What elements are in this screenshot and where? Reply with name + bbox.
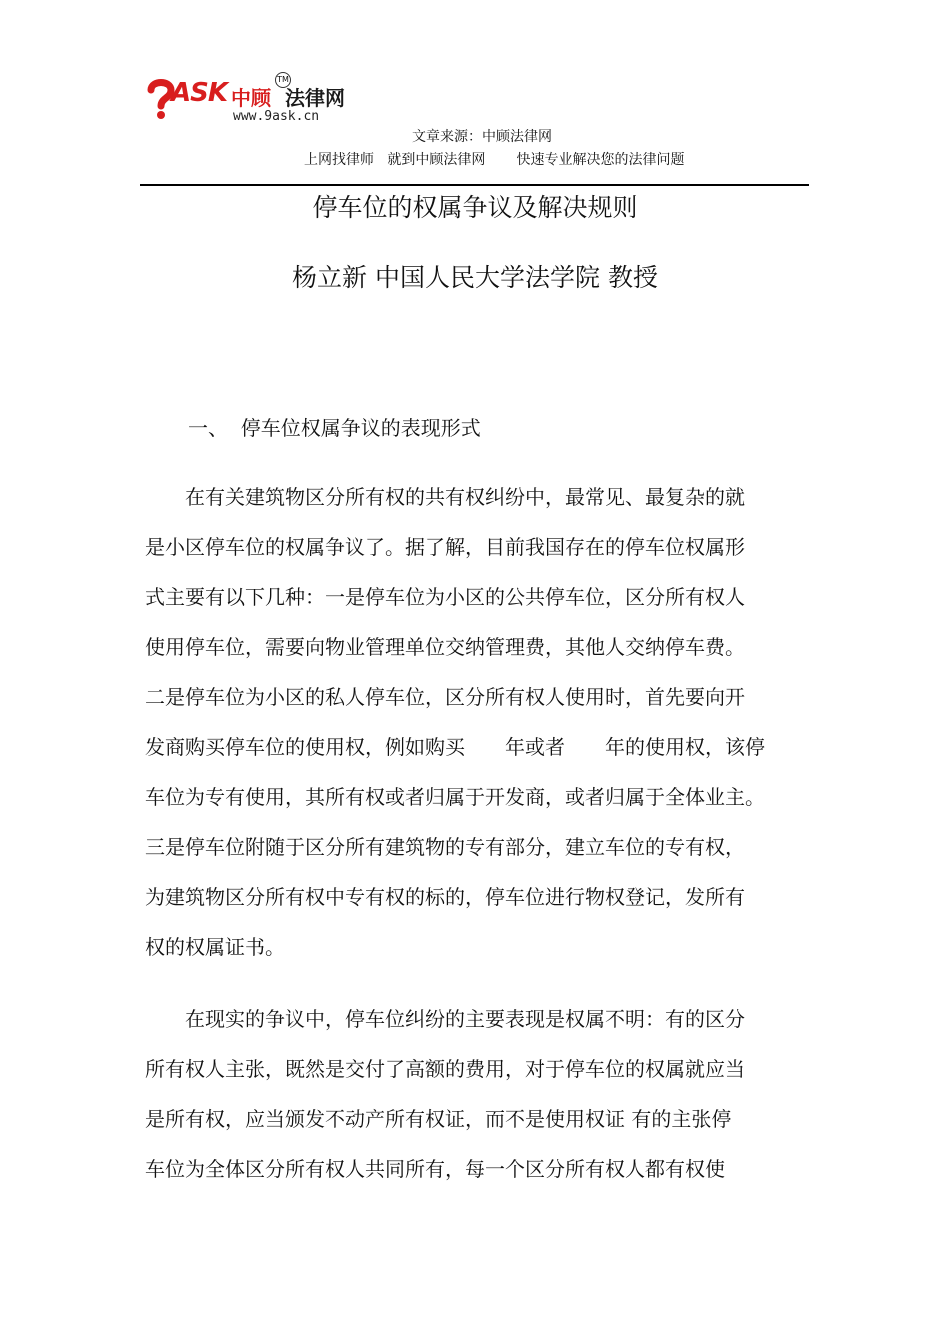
- paragraph-line: 权的权属证书。: [145, 935, 285, 959]
- logo-brand-text: ASK: [171, 78, 227, 108]
- article-source: 文章来源：中顾法律网: [412, 129, 552, 145]
- document-title: 停车位的权属争议及解决规则: [312, 193, 638, 222]
- paragraph-line: 在现实的争议中，停车位纠纷的主要表现是权属不明：有的区分: [145, 1007, 745, 1031]
- paragraph-line: 二是停车位为小区的私人停车位，区分所有权人使用时，首先要向开: [145, 685, 745, 709]
- paragraph-line: 车位为全体区分所有权人共同所有，每一个区分所有权人都有权使: [145, 1157, 725, 1181]
- paragraph-line: 为建筑物区分所有权中专有权的标的，停车位进行物权登记，发所有: [145, 885, 745, 909]
- paragraph-line: 是所有权，应当颁发不动产所有权证，而不是使用权证 有的主张停: [145, 1107, 732, 1131]
- paragraph-line: 是小区停车位的权属争议了。据了解，目前我国存在的停车位权属形: [145, 535, 745, 559]
- document-author: 杨立新 中国人民大学法学院 教授: [292, 263, 658, 292]
- logo-url: www.9ask.cn: [233, 109, 320, 124]
- paragraph-line: 三是停车位附随于区分所有建筑物的专有部分，建立车位的专有权，: [145, 835, 745, 859]
- logo-name-dark: 法律网: [285, 86, 345, 110]
- paragraph-line: 式主要有以下几种：一是停车位为小区的公共停车位，区分所有权人: [145, 585, 745, 609]
- section-heading: 一、 停车位权属争议的表现形式: [188, 416, 481, 440]
- paragraph-1: [145, 472, 815, 972]
- header-divider: [140, 184, 809, 186]
- trademark-badge: TM: [275, 72, 291, 88]
- site-logo[interactable]: [145, 72, 365, 132]
- paragraph-line: 发商购买停车位的使用权，例如购买 年或者 年的使用权，该停: [145, 735, 765, 759]
- paragraph-line: 在有关建筑物区分所有权的共有权纠纷中，最常见、最复杂的就: [145, 485, 745, 509]
- paragraph-line: 车位为专有使用，其所有权或者归属于开发商，或者归属于全体业主。: [145, 785, 765, 809]
- site-slogan: 上网找律师 就到中顾法律网 快速专业解决您的法律问题: [304, 152, 685, 168]
- paragraph-2: [145, 994, 815, 1194]
- paragraph-line: 所有权人主张，既然是交付了高额的费用，对于停车位的权属就应当: [145, 1057, 745, 1081]
- logo-name-red: 中顾: [231, 86, 271, 110]
- paragraph-line: 使用停车位，需要向物业管理单位交纳管理费，其他人交纳停车费。: [145, 635, 745, 659]
